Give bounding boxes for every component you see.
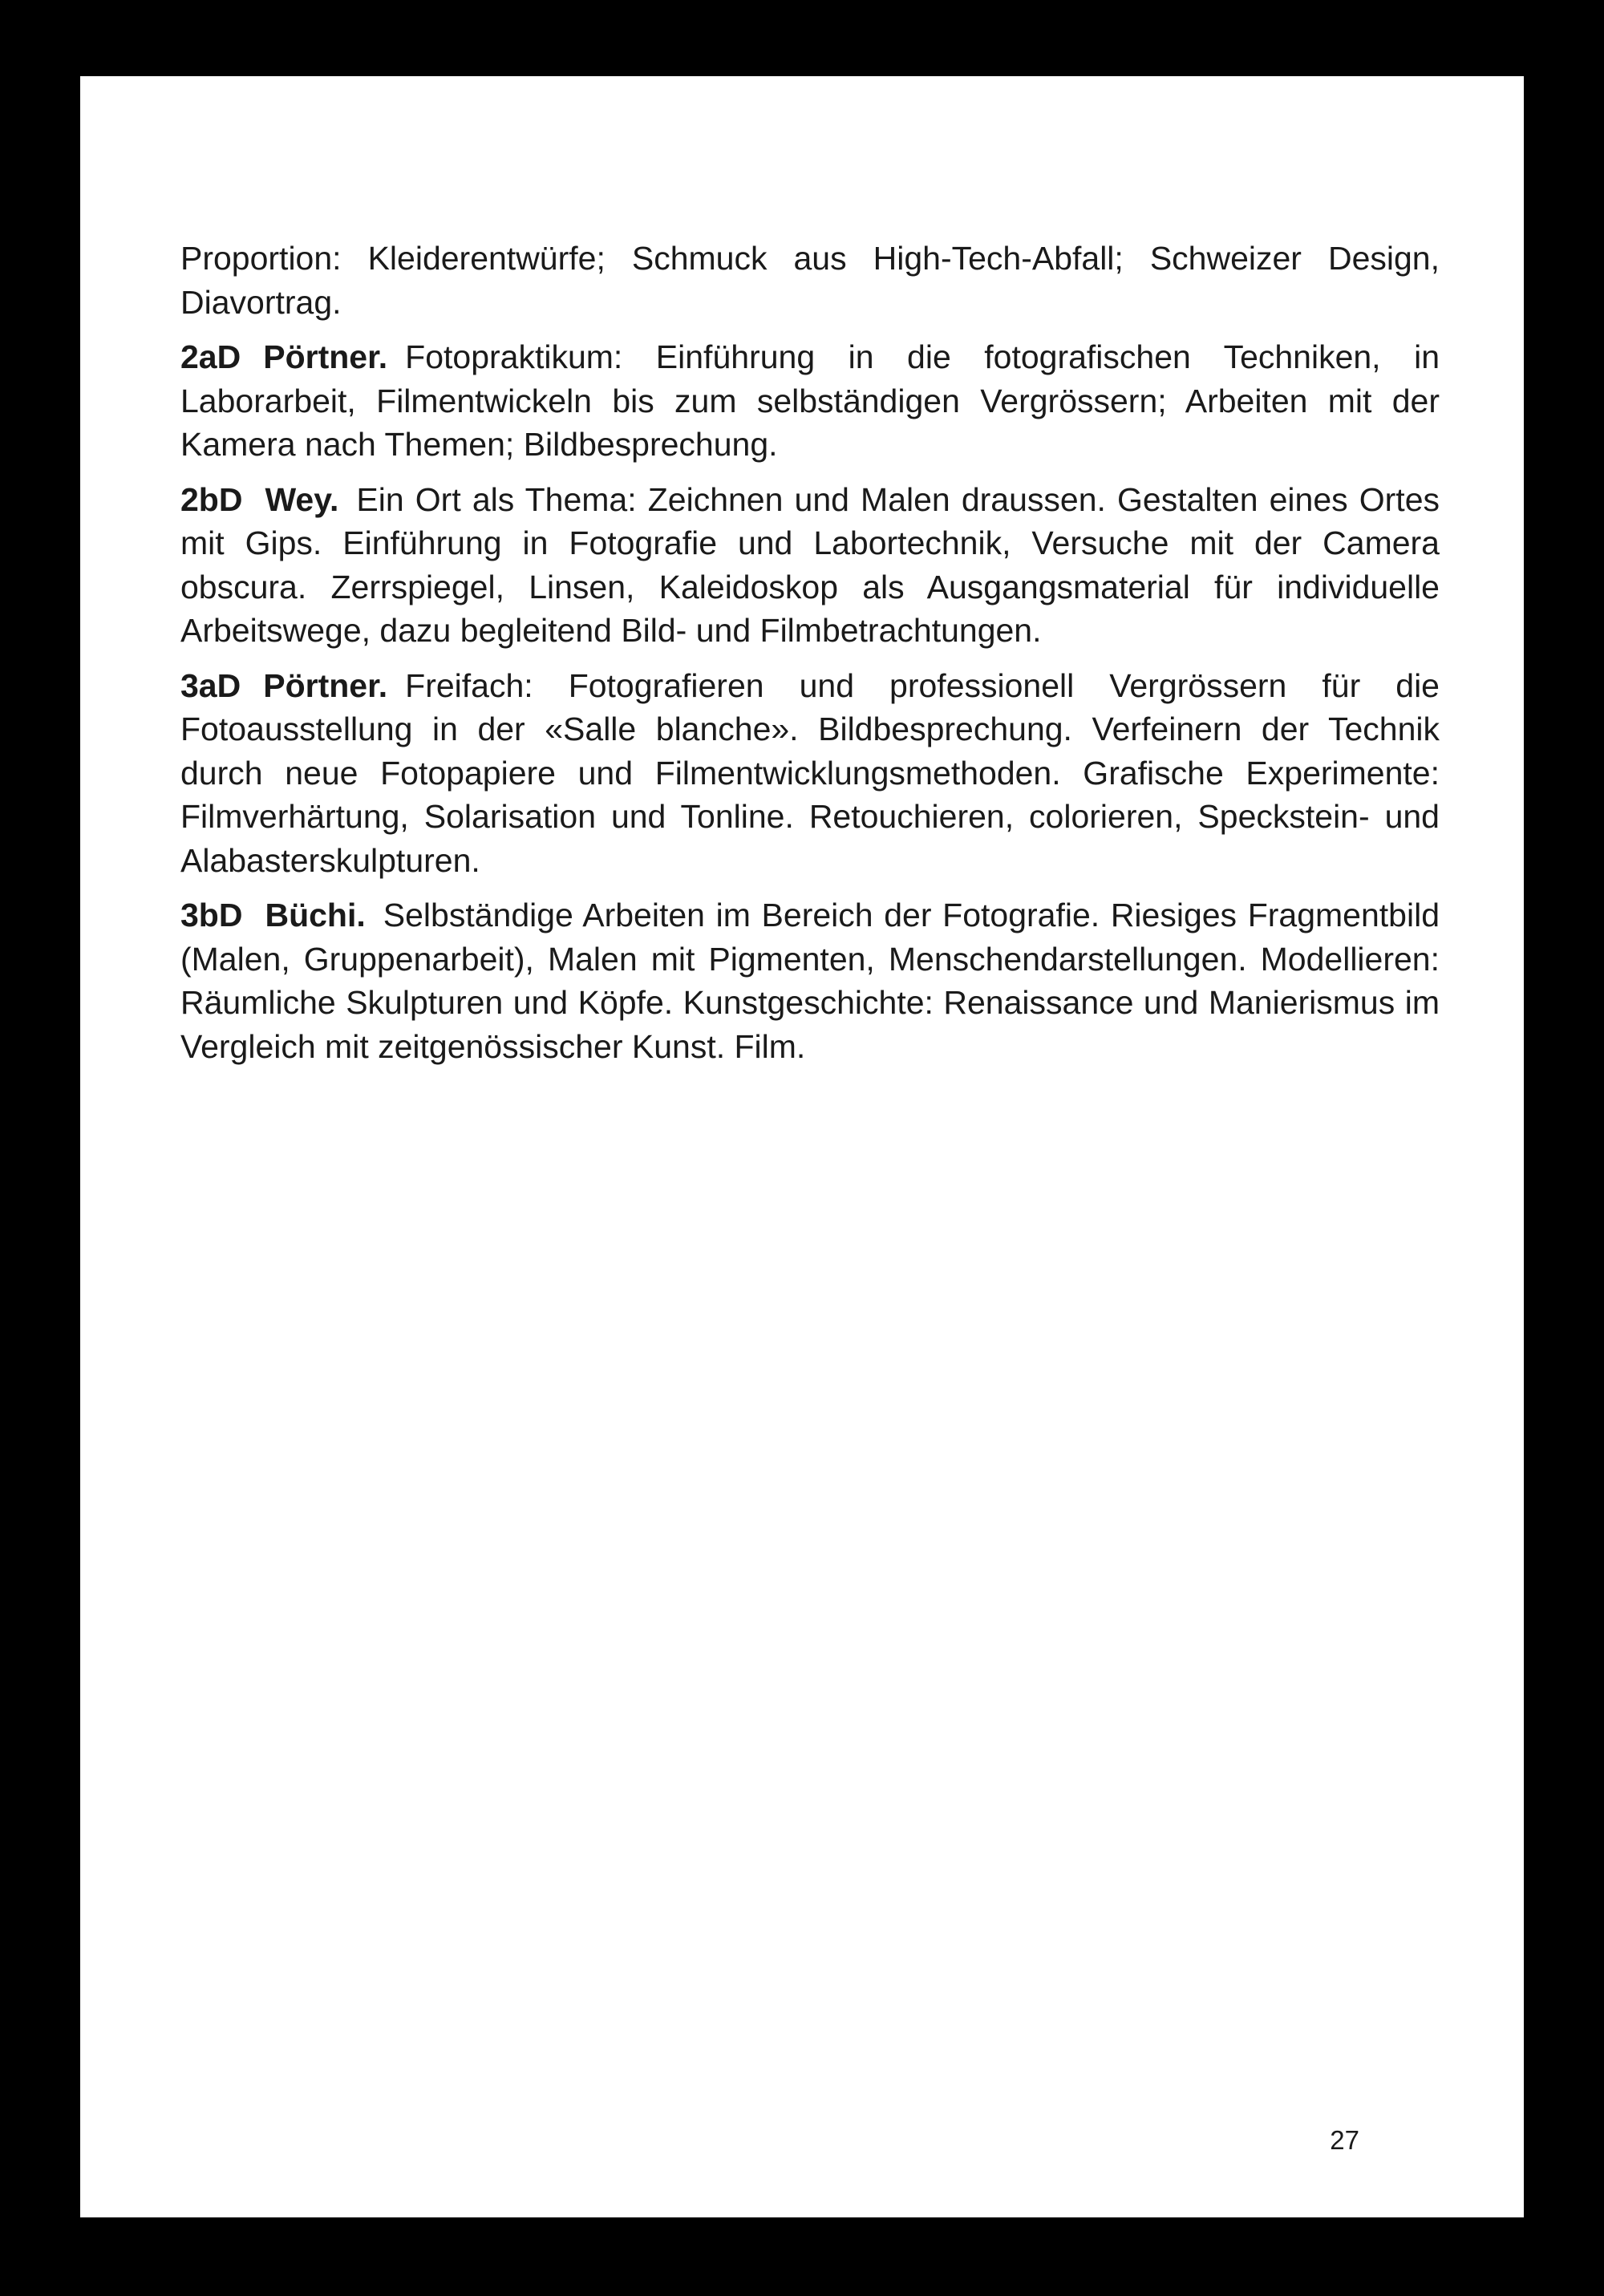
course-code: 3bD — [180, 897, 243, 933]
paragraph-3ad — [180, 664, 1440, 883]
course-code: 2aD — [180, 338, 241, 375]
paragraph-3bd — [180, 893, 1440, 1068]
paragraph-2ad — [180, 335, 1440, 467]
paragraph-text: Selbständige Arbeiten im Bereich der Fotografie. Riesiges Fragmentbild (Malen, Gruppenarbeit), Malen mit Pigmenten, Menschendarstellungen. Modellieren: Räumliche Skulpturen und Köpfe. Kunstgeschichte: Renaissance und Manierismus im Vergleich mit zeitgenössischer Kunst. Film. — [180, 897, 1440, 1065]
paragraph-text: Proportion: Kleiderentwürfe; Schmuck aus High-Tech-Abfall; Schweizer Design, Diavortrag. — [180, 240, 1440, 321]
teacher-name: Wey. — [265, 480, 339, 518]
paragraph-text: Ein Ort als Thema: Zeichnen und Malen draussen. Gestalten eines Ortes mit Gips. Einführung in Fotografie und Labortechnik, Versuche mit der Camera obscura. Zerrspiegel, Linsen, Kaleidoskop als Ausgangsmaterial für individuelle Arbeitswege, dazu begleitend Bild- und Filmbetrachtungen. — [180, 480, 1440, 649]
course-code: 3aD — [180, 666, 241, 704]
document-page — [80, 76, 1524, 2217]
teacher-name: Büchi. — [265, 897, 366, 933]
teacher-name: Pörtner. — [263, 338, 388, 375]
paragraph-proportion — [180, 237, 1440, 324]
teacher-name: Pörtner. — [263, 666, 388, 704]
paragraph-text: Freifach: Fotografieren und professionell Vergrössern für die Fotoausstellung in der «Salle blanche». Bildbesprechung. Verfeinern der Technik durch neue Fotopapiere und Filmentwicklungsmethoden. Grafische Experimente: Filmverhärtung, Solarisation und Tonline. Retouchieren, colorieren, Speckstein- und Alabasterskulpturen. — [180, 666, 1440, 879]
paragraph-text: Fotopraktikum: Einführung in die fotografischen Techniken, in Laborarbeit, Filmentwickeln bis zum selbständigen Vergrössern; Arbeiten mit der Kamera nach Themen; Bildbesprechung. — [180, 338, 1440, 463]
page-body — [180, 237, 1440, 1079]
paragraph-2bd — [180, 478, 1440, 653]
page-number: 27 — [1330, 2125, 1359, 2155]
course-code: 2bD — [180, 480, 243, 518]
